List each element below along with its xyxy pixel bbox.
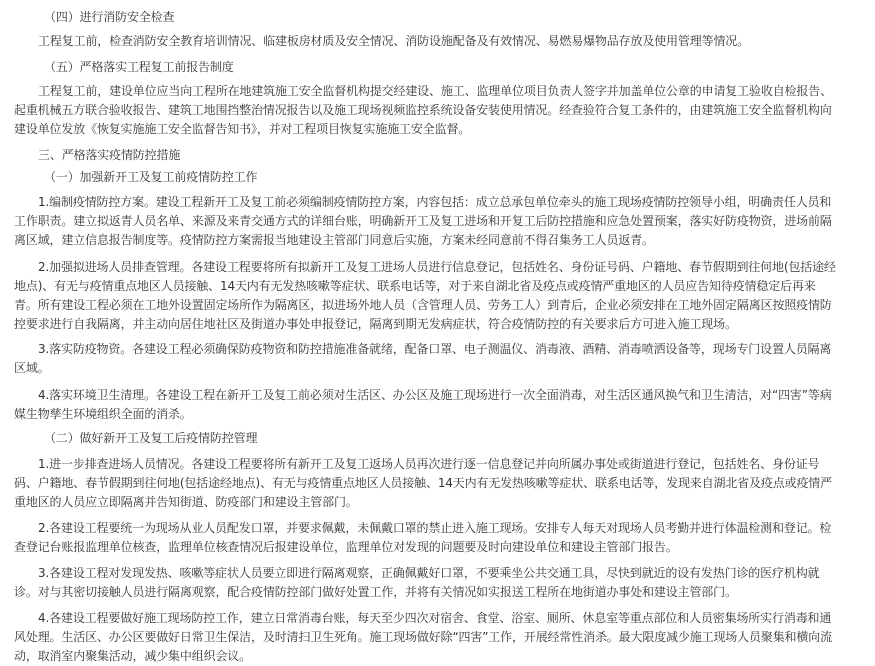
subsection-heading: （五）严格落实工程复工前报告制度 (44, 60, 234, 74)
paragraph-line: 1.编制疫情防控方案。建设工程新开工及复工前必须编制疫情防控方案，内容包括：成立总承包单位牵头的施工现场疫情防控领导小组，明确责任人员和 (38, 195, 832, 209)
paragraph-line: 重地区的人员应立即隔离并告知街道、防疫部门和建设主管部门。 (14, 495, 358, 509)
paragraph-line: 控要求进行自我隔离，并主动向居住地社区及街道办事处申报登记，隔离到期无发病症状，符合疫情防控的有关要求后方可进入施工现场。 (14, 317, 737, 331)
paragraph-line: 媒生物孳生环境组织全面的消杀。 (14, 407, 192, 421)
paragraph-line: 工程复工前，建设单位应当向工程所在地建筑施工安全监督机构提交经建设、施工、监理单位项目负责人签字并加盖单位公章的申请复工验收自检报告、 (38, 84, 832, 98)
subsection-heading: （一）加强新开工及复工前疫情防控工作 (44, 170, 258, 184)
paragraph-line: 2.各建设工程要统一为现场从业人员配发口罩，并要求佩戴，未佩戴口罩的禁止进入施工现场。安排专人每天对现场人员考勤并进行体温检测和登记。检 (38, 521, 832, 535)
paragraph-line: 3.各建设工程对发现发热、咳嗽等症状人员要立即进行隔离观察，正确佩戴好口罩，不要乘坐公共交通工具，尽快到就近的设有发热门诊的医疗机构就 (38, 566, 820, 580)
subsection-heading: （二）做好新开工及复工后疫情防控管理 (44, 431, 258, 445)
paragraph-line: 诊。对与其密切接触人员进行隔离观察，配合疫情防控部门做好处置工作，并将有关情况如实报送工程所在地街道办事处和建设主管部门。 (14, 585, 737, 599)
paragraph-line: 区域。 (14, 361, 50, 375)
paragraph-line: 1.进一步排查进场人员情况。各建设工程要将所有新开工及复工返场人员再次进行逐一信息登记并向所属办事处或街道进行登记，包括姓名、身份证号 (38, 457, 820, 471)
paragraph-line: 建设单位发放《恢复实施施工安全监督告知书》，并对工程项目恢复实施施工安全监督。 (14, 122, 471, 136)
paragraph-line: 青。所有建设工程必须在工地外设置固定场所作为隔离区，拟进场外地人员（含管理人员、劳务工人）到青后，企业必须安排在工地外固定隔离区按照疫情防 (14, 298, 832, 312)
section-heading: 三、严格落实疫情防控措施 (38, 148, 181, 162)
paragraph-line: 码、户籍地、春节假期到往何地(包括途经地点)、有无与疫情重点地区人员接触、14天内有无发热咳嗽等症状、联系电话等，发现来自湖北省及疫点或疫情严 (14, 476, 832, 490)
paragraph-line: 查登记台账报监理单位核查，监理单位核查情况后报建设单位，监理单位对发现的问题要及时向建设单位和建设主管部门报告。 (14, 540, 678, 554)
paragraph-line: 4.落实环境卫生清理。各建设工程在新开工及复工前必须对生活区、办公区及施工现场进行一次全面消毒，对生活区通风换气和卫生清洁，对“四害”等病 (38, 388, 832, 402)
paragraph-line: 风处理。生活区、办公区要做好日常卫生保洁，及时清扫卫生死角。施工现场做好除“四害”工作，开展经常性消杀。最大限度减少施工现场人员聚集和横向流 (14, 630, 832, 644)
paragraph-line: 4.各建设工程要做好施工现场防控工作，建立日常消毒台账，每天至少四次对宿舍、食堂、浴室、厕所、休息室等重点部位和人员密集场所实行消毒和通 (38, 611, 832, 625)
paragraph-line: 离区域，建立信息报告制度等。疫情防控方案需报当地建设主管部门同意后实施，方案未经同意前不得召集务工人员返青。 (14, 233, 654, 247)
paragraph-line: 2.加强拟进场人员排查管理。各建设工程要将所有拟新开工及复工进场人员进行信息登记，包括姓名、身份证号码、户籍地、春节假期到往何地(包括途经 (38, 260, 836, 274)
paragraph-line: 地点)、有无与疫情重点地区人员接触、14天内有无发热咳嗽等症状、联系电话等，对于来自湖北省及疫点或疫情严重地区的人员应告知待疫情稳定后再来 (14, 279, 816, 293)
subsection-heading: （四）进行消防安全检查 (44, 10, 175, 24)
paragraph-line: 动，取消室内聚集活动，减少集中组织会议。 (14, 649, 252, 663)
paragraph-line: 3.落实防疫物资。各建设工程必须确保防疫物资和防控措施准备就绪，配备口罩、电子测温仪、消毒液、酒精、消毒喷洒设备等，现场专门设置人员隔离 (38, 342, 832, 356)
paragraph-line: 工程复工前，检查消防安全教育培训情况、临建板房材质及安全情况、消防设施配备及有效情况、易燃易爆物品存放及使用管理等情况。 (38, 34, 750, 48)
paragraph-line: 工作职责。建立拟返青人员名单、来源及来青交通方式的详细台账，明确新开工及复工进场和开复工后防控措施和应急处置预案，落实好防疫物资，进场前隔 (14, 214, 832, 228)
paragraph-line: 起重机械五方联合验收报告、建筑工地围挡整治情况报告以及施工现场视频监控系统设备安装使用情况。经查验符合复工条件的，由建筑施工安全监督机构向 (14, 103, 832, 117)
